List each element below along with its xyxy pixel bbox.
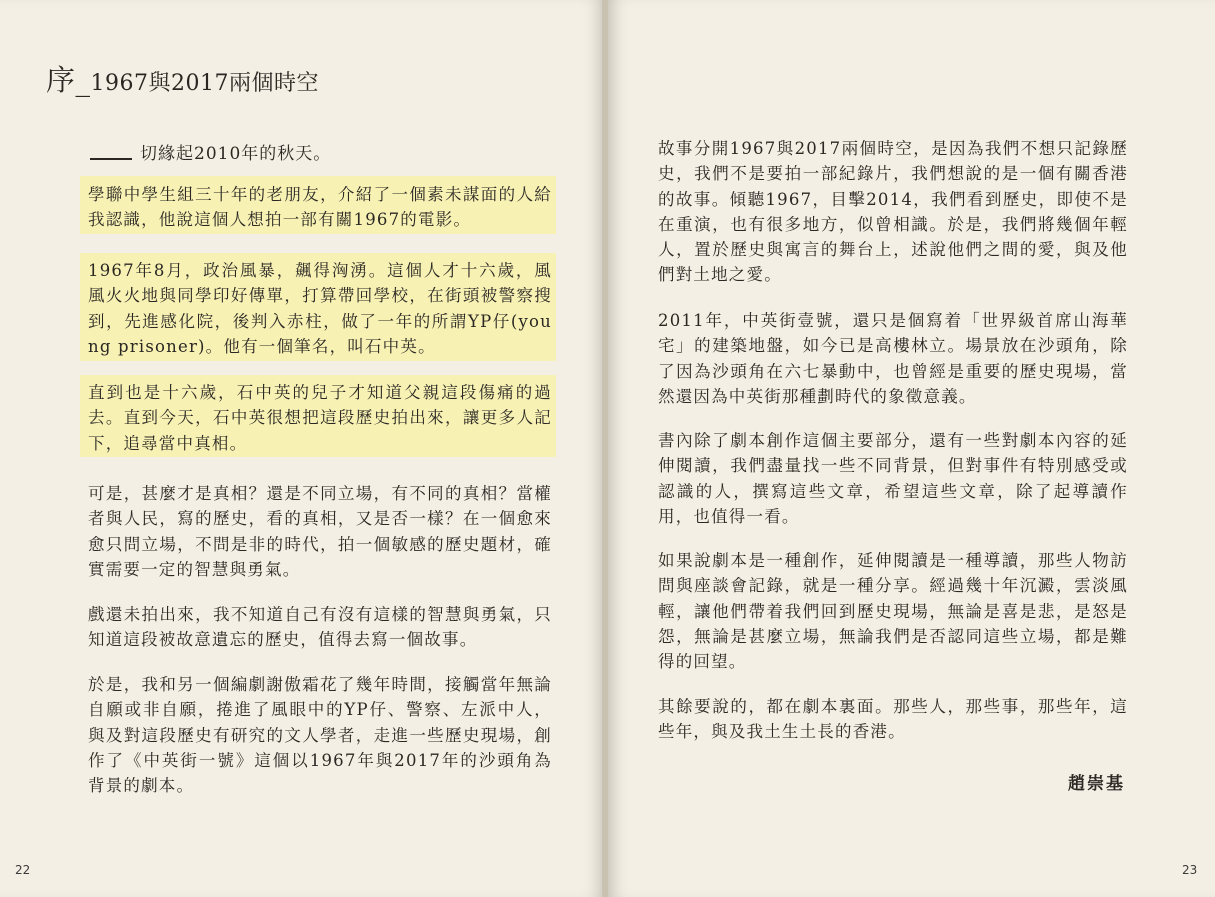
title-main: 1967與2017兩個時空 <box>90 71 319 96</box>
paragraph: 如果說劇本是一種創作，延伸閱讀是一種導讀，那些人物訪問與座談會記錄，就是一種分享。經過幾十年沉澱，雲淡風輕，讓他們帶着我們回到歷史現場，無論是喜是悲，是怒是怨，無論是甚麼立場，無論我們是否認同這些立場，都是難得的回望。 <box>658 551 1128 672</box>
paragraph: 於是，我和另一個編劇謝傲霜花了幾年時間，接觸當年無論自願或非自願，捲進了風眼中的YP仔、警察、左派中人，與及對這段歷史有研究的文人學者，走進一些歷史現場，創作了《中英街一號》這個以1967年與2017年的沙頭角為背景的劇本。 <box>88 675 552 796</box>
paragraph: 書內除了劇本創作這個主要部分，還有一些對劇本內容的延伸閱讀，我們盡量找一些不同背景，但對事件有特別感受或認識的人，撰寫這些文章，希望這些文章，除了起導讀作用，也值得一看。 <box>658 431 1128 526</box>
page-title <box>46 58 319 99</box>
paragraph: 直到也是十六歲，石中英的兒子才知道父親這段傷痛的過去。直到今天，石中英很想把這段歷史拍出來，讓更多人記下，追尋當中真相。 <box>88 383 552 453</box>
paragraph: 學聯中學生組三十年的老朋友，介紹了一個素未謀面的人給我認識，他說這個人想拍一部有關1967的電影。 <box>88 185 552 230</box>
paragraph: 2011年，中英街壹號，還只是個寫着「世界級首席山海華宅」的建築地盤，如今已是高樓林立。場景放在沙頭角，除了因為沙頭角在六七暴動中，也曾經是重要的歷史現場，當然還因為中英街那種劃時代的象徵意義。 <box>658 311 1128 406</box>
author-signature: 趙崇基 <box>1068 774 1125 794</box>
left-page <box>0 0 604 897</box>
page-number: 23 <box>1182 863 1198 877</box>
paragraph: 可是，甚麼才是真相？還是不同立場，有不同的真相？當權者與人民，寫的歷史，看的真相，又是否一樣？在一個愈來愈只問立場，不問是非的時代，拍一個敏感的歷史題材，確實需要一定的智慧與勇氣。 <box>88 484 552 579</box>
right-page <box>608 0 1215 897</box>
paragraph: 故事分開1967與2017兩個時空，是因為我們不想只記錄歷史，我們不是要拍一部紀錄片，我們想說的是一個有關香港的故事。傾聽1967，目擊2014，我們看到歷史，即使不是在重演，也有很多地方，似曾相識。於是，我們將幾個年輕人，置於歷史與寓言的舞台上，述說他們之間的愛，與及他們對土地之愛。 <box>658 139 1128 285</box>
paragraph: 其餘要說的，都在劇本裏面。那些人，那些事，那些年，這些年，與及我土生土長的香港。 <box>658 697 1128 742</box>
lead-text: 切緣起2010年的秋天。 <box>140 144 332 164</box>
paragraph: 1967年8月，政治風暴，飆得洶湧。這個人才十六歲，風風火火地與同學印好傳單，打算帶回學校，在街頭被警察搜到，先進感化院，後判入赤柱，做了一年的所謂YP仔(young prisoner)。他有一個筆名，叫石中英。 <box>88 261 552 356</box>
paragraph: 戲還未拍出來，我不知道自己有沒有這樣的智慧與勇氣，只知道這段被故意遺忘的歷史，值得去寫一個故事。 <box>88 605 552 650</box>
title-prefix: 序_ <box>46 63 91 97</box>
lead-dash <box>90 158 132 160</box>
page-number: 22 <box>15 863 31 877</box>
